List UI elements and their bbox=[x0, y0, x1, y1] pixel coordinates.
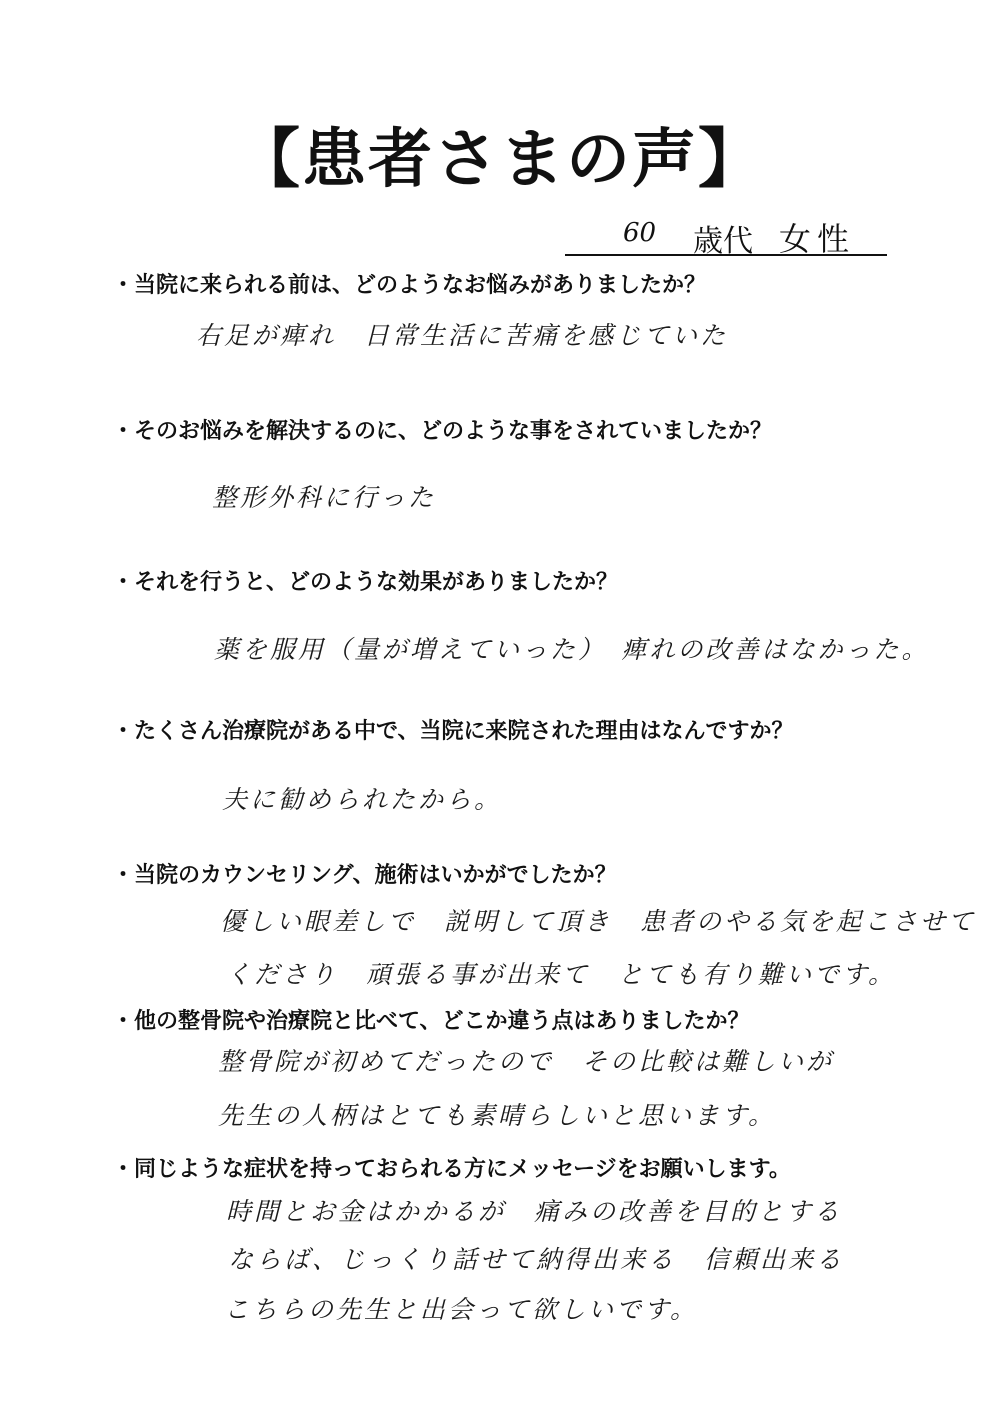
age-unit: 歳代 bbox=[693, 224, 753, 259]
answer-3-line-1: 薬を服用（量が増えていった） 痺れの改善はなかった。 bbox=[214, 635, 930, 664]
answer-7-line-1: 時間とお金はかかるが 痛みの改善を目的とする bbox=[226, 1197, 843, 1226]
question-5: ・当院のカウンセリング、施術はいかがでしたか？ bbox=[112, 863, 617, 888]
answer-5-line-1: 優しい眼差しで 説明して頂き 患者のやる気を起こさせて bbox=[220, 907, 977, 936]
question-2: ・そのお悩みを解決するのに、どのような事をされていましたか？ bbox=[112, 419, 773, 444]
age-value: 60 bbox=[623, 218, 657, 248]
question-7: ・同じような症状を持っておられる方にメッセージをお願いします。 bbox=[112, 1157, 791, 1182]
answer-7-line-2: ならば、じっくり話せて納得出来る 信頼出来る bbox=[228, 1245, 845, 1274]
question-1: ・当院に来られる前は、どのようなお悩みがありましたか？ bbox=[112, 273, 707, 298]
answer-6-line-2: 先生の人柄はとても素晴らしいと思います。 bbox=[218, 1101, 777, 1130]
question-4: ・たくさん治療院がある中で、当院に来院された理由はなんですか？ bbox=[112, 719, 794, 744]
answer-2-line-1: 整形外科に行った bbox=[212, 483, 437, 512]
answer-7-line-3: こちらの先生と出会って欲しいです。 bbox=[224, 1295, 699, 1324]
answer-5-line-2: くださり 頑張る事が出来て とても有り難いです。 bbox=[226, 960, 897, 989]
answer-4-line-1: 夫に勧められたから。 bbox=[222, 785, 503, 814]
gender: 女性 bbox=[779, 220, 856, 258]
question-6: ・他の整骨院や治療院と比べて、どこか違う点はありましたか？ bbox=[112, 1009, 750, 1034]
question-3: ・それを行うと、どのような効果がありましたか？ bbox=[112, 570, 619, 595]
answer-1-line-1: 右足が痺れ 日常生活に苦痛を感じていた bbox=[196, 321, 729, 350]
respondent-line bbox=[565, 212, 887, 259]
answer-6-line-1: 整骨院が初めてだったので その比較は難しいが bbox=[218, 1047, 835, 1076]
page-title: 【患者さまの声】 bbox=[236, 123, 764, 197]
